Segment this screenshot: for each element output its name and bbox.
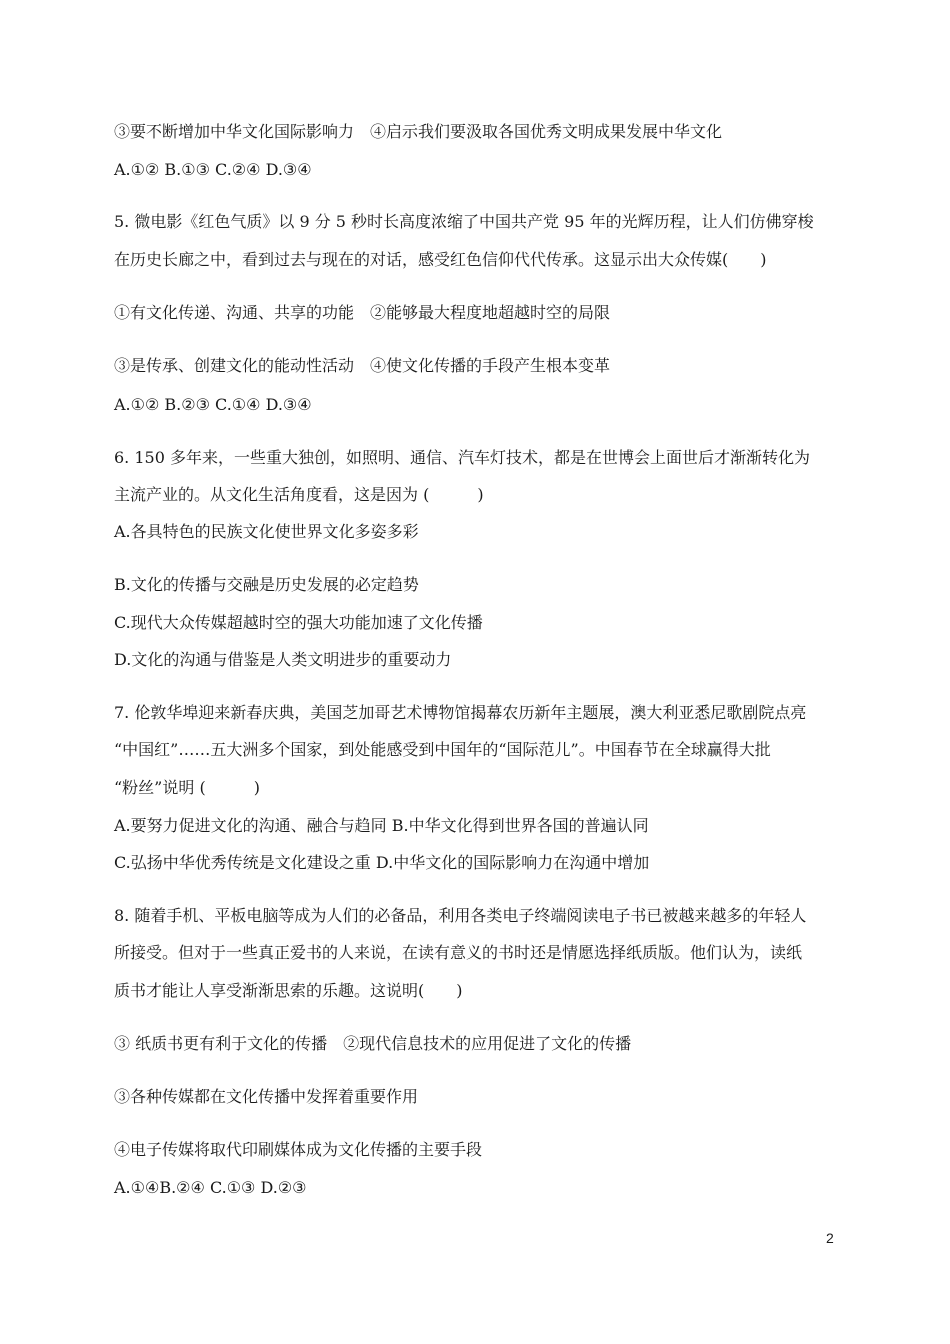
q7-options-c-d: C.弘扬中华优秀传统是文化建设之重 D.中华文化的国际影响力在沟通中增加 <box>114 853 650 872</box>
q7-stem-line-3: “粉丝”说明 ( ) <box>114 778 260 797</box>
q6-option-d: D.文化的沟通与借鉴是人类文明进步的重要动力 <box>114 650 452 669</box>
q7-options-a-b: A.要努力促进文化的沟通、融合与趋同 B.中华文化得到世界各国的普遍认同 <box>114 816 649 835</box>
q8-option-line-1-2: ③ 纸质书更有利于文化的传播 ②现代信息技术的应用促进了文化的传播 <box>114 1034 632 1053</box>
q8-stem-line-3: 质书才能让人享受渐渐思索的乐趣。这说明( ) <box>114 981 463 1000</box>
q8-option-line-3: ③各种传媒都在文化传播中发挥着重要作用 <box>114 1087 419 1106</box>
q7-stem-line-2: “中国红”……五大洲多个国家，到处能感受到中国年的“国际范儿”。中国春节在全球赢得大批 <box>114 740 771 759</box>
q6-option-c: C.现代大众传媒超越时空的强大功能加速了文化传播 <box>114 613 483 632</box>
q5-stem-line-1: 5. 微电影《红色气质》以 9 分 5 秒时长高度浓缩了中国共产党 95 年的光辉历程，让人们仿佛穿梭 <box>114 212 814 231</box>
q7-stem-line-1: 7. 伦敦华埠迎来新春庆典，美国芝加哥艺术博物馆揭幕农历新年主题展，澳大利亚悉尼歌剧院点亮 <box>114 703 807 722</box>
q8-stem-line-2: 所接受。但对于一些真正爱书的人来说，在读有意义的书时还是情愿选择纸质版。他们认为，读纸 <box>114 943 803 962</box>
q6-stem-line-1: 6. 150 多年来，一些重大独创，如照明、通信、汽车灯技术，都是在世博会上面世后才渐渐转化为 <box>114 448 810 467</box>
q8-answer-choices: A.①④B.②④ C.①③ D.②③ <box>114 1178 307 1197</box>
q6-stem-line-2: 主流产业的。从文化生活角度看，这是因为 ( ) <box>114 485 484 504</box>
q8-option-line-4: ④电子传媒将取代印刷媒体成为文化传播的主要手段 <box>114 1140 483 1159</box>
q6-option-a: A.各具特色的民族文化使世界文化多姿多彩 <box>114 522 419 541</box>
q5-stem-line-2: 在历史长廊之中，看到过去与现在的对话，感受红色信仰代代传承。这显示出大众传媒( ) <box>114 250 767 269</box>
q5-answer-choices: A.①② B.②③ C.①④ D.③④ <box>114 395 312 414</box>
q8-stem-line-1: 8. 随着手机、平板电脑等成为人们的必备品，利用各类电子终端阅读电子书已被越来越多的年轻人 <box>114 906 807 925</box>
page-number: 2 <box>826 1230 834 1246</box>
q4-option-line-3-4: ③要不断增加中华文化国际影响力 ④启示我们要汲取各国优秀文明成果发展中华文化 <box>114 122 723 141</box>
q5-option-line-1-2: ①有文化传递、沟通、共享的功能 ②能够最大程度地超越时空的局限 <box>114 303 611 322</box>
q4-answer-choices: A.①② B.①③ C.②④ D.③④ <box>114 160 312 179</box>
q6-option-b: B.文化的传播与交融是历史发展的必定趋势 <box>114 575 419 594</box>
q5-option-line-3-4: ③是传承、创建文化的能动性活动 ④使文化传播的手段产生根本变革 <box>114 356 611 375</box>
